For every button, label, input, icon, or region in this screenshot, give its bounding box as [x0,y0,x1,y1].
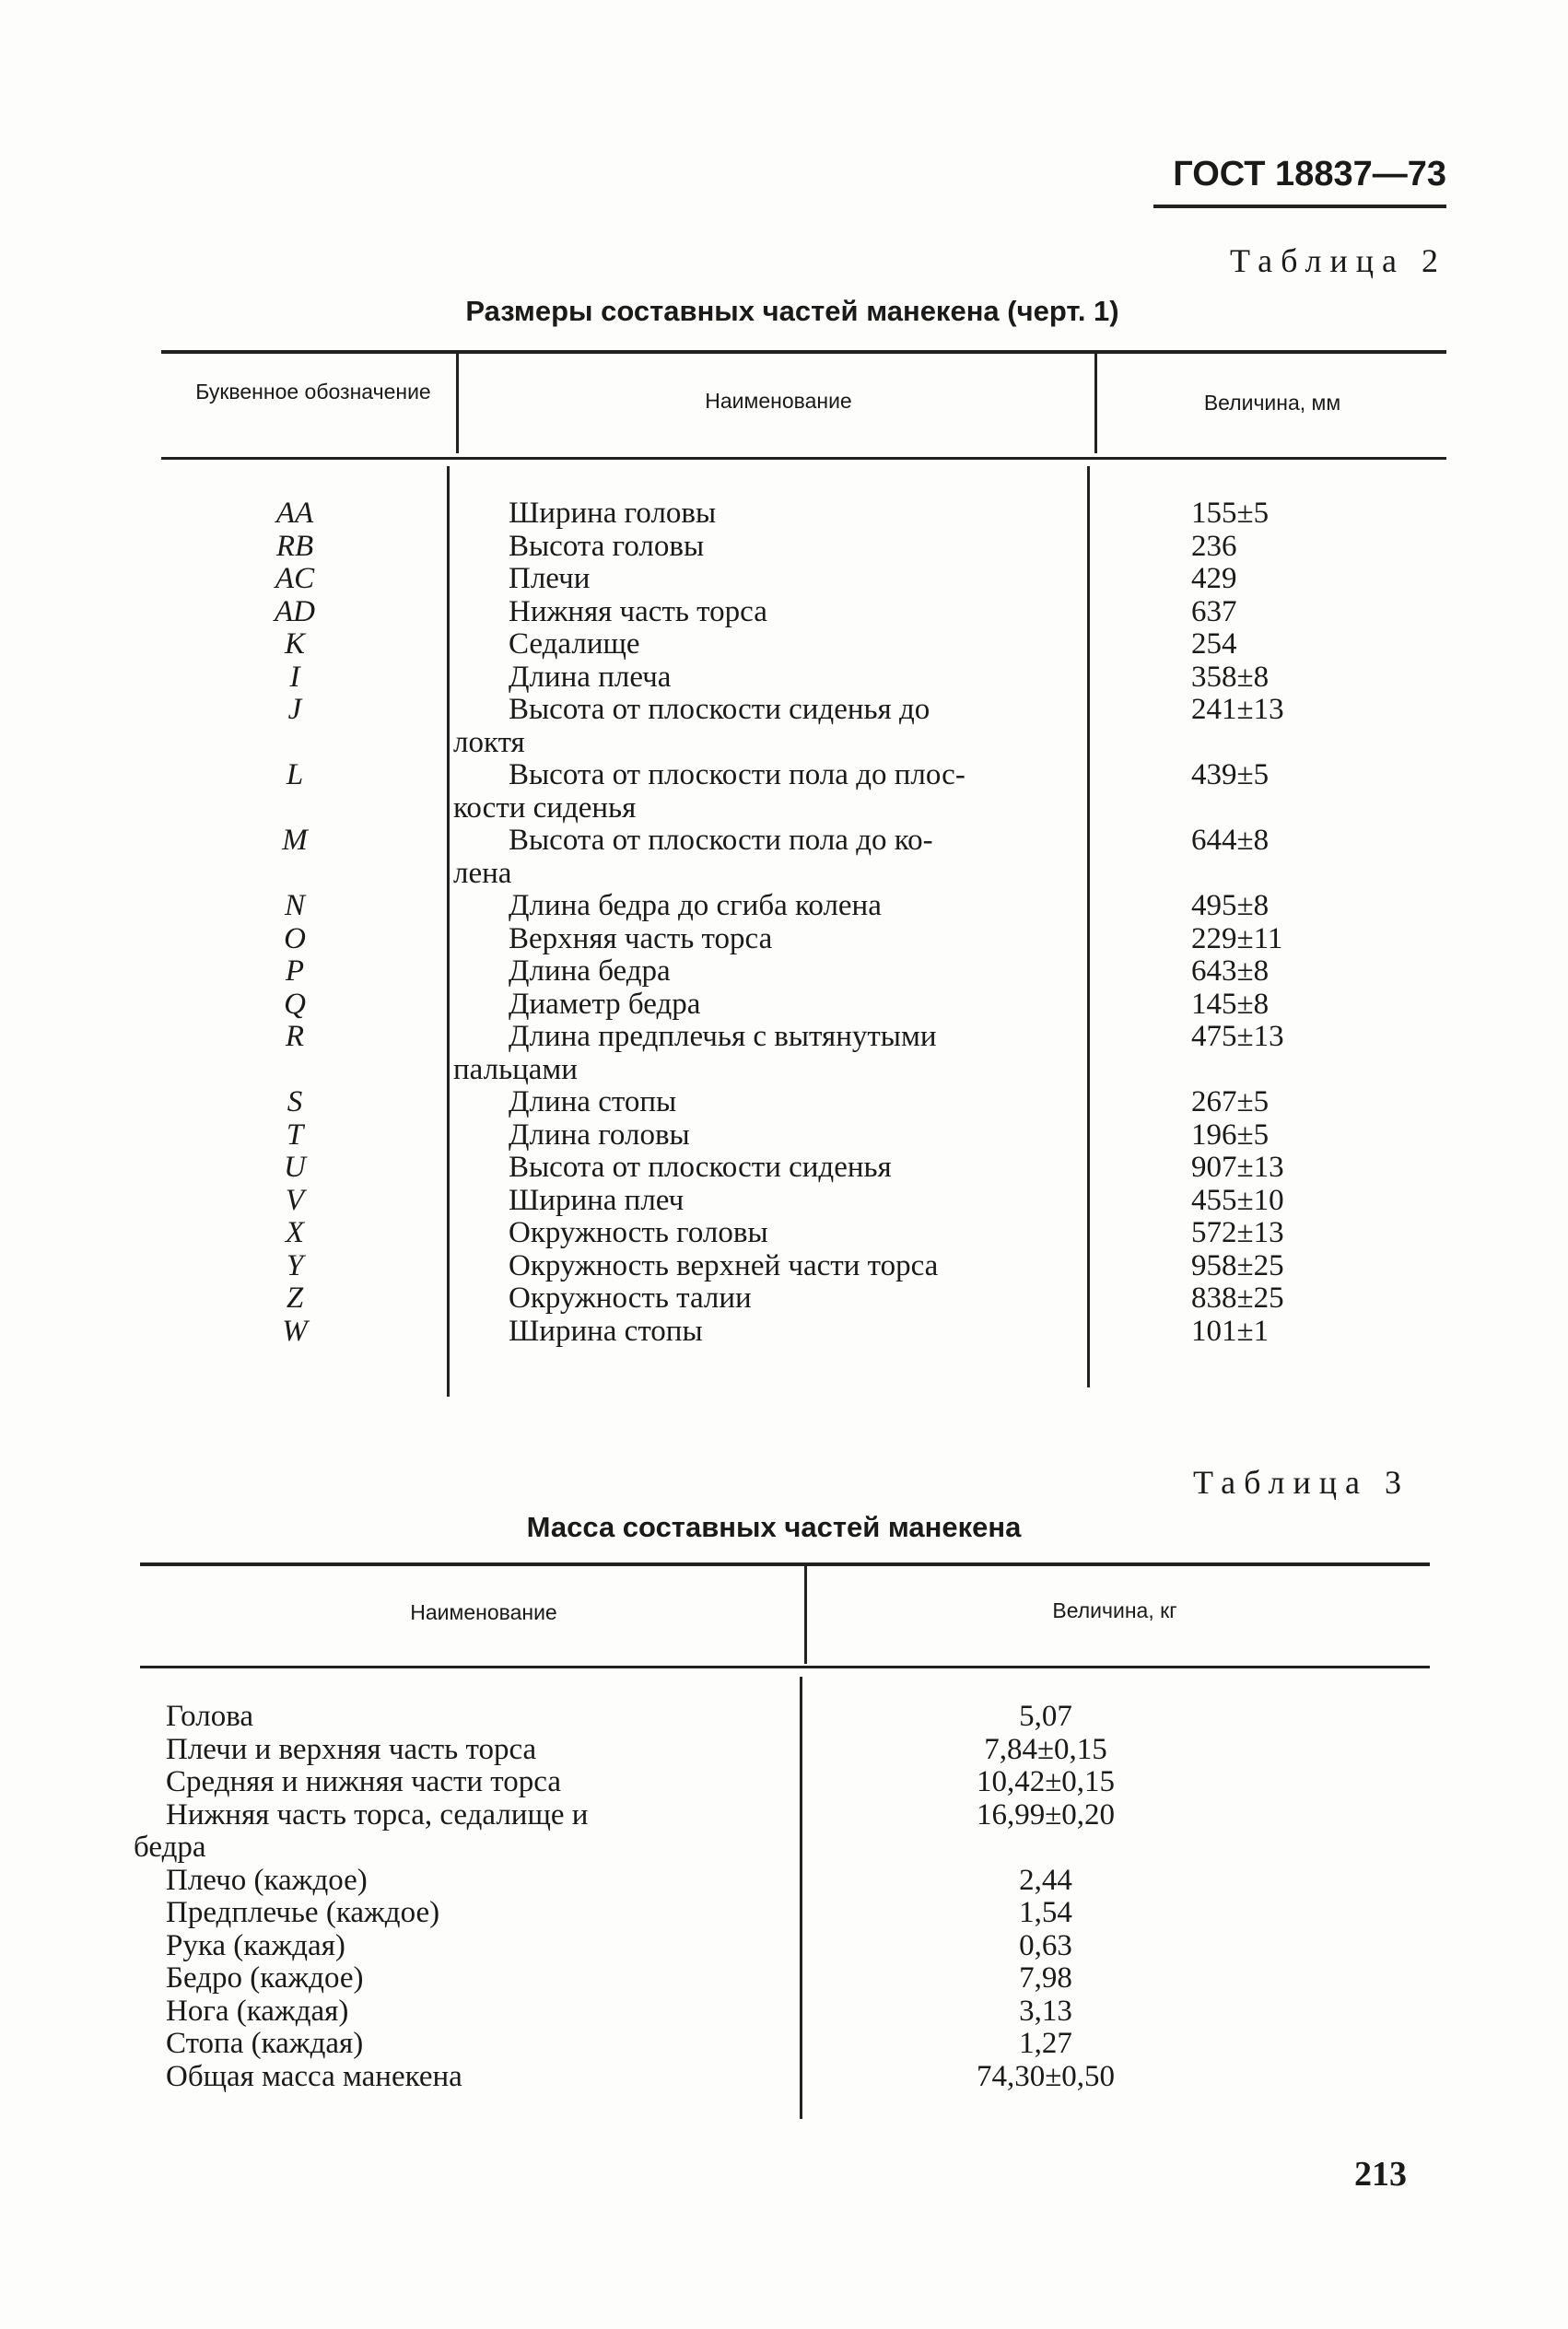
table2-row-name: Диаметр бедра [509,987,701,1021]
table2-row-name: Высота головы [509,529,705,563]
table2-row-name: Окружность головы [509,1216,768,1249]
table3-row-name: Общая масса манекена [166,2059,462,2093]
table2-row-value: 429 [1191,562,1237,595]
table2-row-value: 241±13 [1191,693,1284,726]
table2-row-value: 637 [1191,594,1237,628]
table2-row-code: P [285,954,305,988]
table2-row-code: U [284,1151,306,1184]
table3-row-name: Средняя и нижняя части торса [166,1765,561,1798]
table2-row-name-cont: пальцами [453,1052,578,1086]
table3-row-value: 0,63 [1019,1928,1072,1962]
table3-row-name-cont: бедра [134,1831,206,1864]
table2-row-name: Длина головы [509,1118,690,1152]
table2-row-value: 229±11 [1191,921,1283,955]
table2-row-name: Окружность талии [509,1282,752,1315]
table2-row-code: N [284,889,305,922]
table2-row-name: Высота от плоскости сиденья до [509,693,930,726]
table3-row-value: 16,99±0,20 [976,1797,1116,1832]
table2-row-code: O [284,921,306,955]
table2-row-name: Верхняя часть торса [509,921,773,955]
table2-row-name-cont: кости сиденья [453,790,637,825]
table2-row-code: L [286,758,304,791]
table3-row-value: 7,98 [1019,1961,1072,1995]
table2-row-name: Длина плеча [509,660,672,694]
table2-row-code: AC [275,562,315,595]
table3-row-value: 3,13 [1019,1994,1072,2028]
table2-row-code: AD [275,594,315,628]
table2-row-code: Y [286,1248,304,1282]
table2-row-value: 267±5 [1191,1085,1270,1118]
table2-row-name: Длина стопы [509,1085,677,1118]
table3-row-value: 7,84±0,15 [984,1732,1107,1766]
table3-row-name: Стопа (каждая) [166,2027,364,2060]
table2-row-code: W [282,1314,308,1348]
table2-row-value: 145±8 [1191,987,1270,1021]
table2-row-value: 101±1 [1191,1314,1270,1348]
table2-row-name: Длина предплечья с вытянутыми [509,1020,937,1053]
table2-row-code: K [284,627,305,661]
table2-col-code: Буквенное обозначение [195,380,431,404]
table2-row-name: Ширина плеч [509,1183,685,1217]
table2-row-code: S [287,1085,303,1118]
table2-row-code: AA [275,497,314,530]
table2-row-name: Седалище [509,627,640,661]
table2-row-name: Окружность верхней части торса [509,1248,939,1282]
table2-row-name: Нижняя часть торса [509,594,767,628]
table2-row-value: 838±25 [1191,1282,1284,1315]
table2-row-code: M [282,824,308,857]
table3-col-name: Наименование [410,1600,557,1624]
table3-row-name: Голова [166,1700,254,1733]
table2-row-code: RB [275,529,314,563]
table2-row-value: 196±5 [1191,1118,1270,1152]
table2-row-value: 644±8 [1191,824,1270,857]
table2-row-value: 475±13 [1191,1020,1284,1053]
table3-row-value: 1,27 [1019,2027,1072,2060]
table2-row-value: 572±13 [1191,1216,1284,1249]
table2-row-code: I [289,660,300,694]
table3-title: Масса составных частей манекена [526,1511,1022,1543]
table3-row-value: 1,54 [1019,1896,1072,1929]
table3-row-value: 2,44 [1019,1863,1072,1897]
table2-row-name: Ширина стопы [509,1314,703,1348]
table2-row-value: 907±13 [1191,1151,1284,1184]
table2-row-code: V [285,1183,305,1217]
table3-row-name: Нижняя часть торса, седалище и [166,1797,589,1832]
table2-row-name: Высота от плоскости сиденья [509,1151,892,1184]
table3-row-name: Плечи и верхняя часть торса [166,1732,537,1766]
table2-row-value: 155±5 [1191,497,1270,530]
table2-caption: Таблица 2 [1230,242,1446,279]
table2-row-code: X [285,1216,305,1249]
table2-row-code: J [287,693,302,726]
table2-title: Размеры составных частей манекена (черт. 1) [465,295,1119,327]
table2-row-code: R [285,1020,305,1053]
table3-row-name: Нога (каждая) [166,1994,349,2028]
table2-row-value: 643±8 [1191,954,1270,988]
table3-row-name: Бедро (каждое) [166,1961,364,1995]
table2-row-name: Ширина головы [509,497,717,530]
table3-row-value: 10,42±0,15 [976,1765,1116,1798]
table2-row-name: Длина бедра до сгиба колена [509,889,882,922]
table3-row-value: 74,30±0,50 [976,2059,1116,2093]
table2-row-name-cont: локтя [453,725,525,759]
table2-row-value: 358±8 [1191,660,1270,694]
table2-row-value: 439±5 [1191,758,1270,791]
table3-row-name: Предплечье (каждое) [166,1896,440,1929]
table2-row-value: 254 [1191,627,1237,661]
table3-row-value: 5,07 [1019,1700,1072,1733]
table2-col-value: Величина, мм [1203,391,1341,415]
table3-row-name: Плечо (каждое) [166,1863,368,1897]
table2-row-value: 455±10 [1191,1183,1284,1217]
table2-row-code: Z [286,1282,304,1315]
page-number: 213 [1354,2155,1407,2194]
table2-row-name: Высота от плоскости пола до ко- [509,824,933,857]
table2-row-name-cont: лена [453,856,512,890]
table3-caption: Таблица 3 [1193,1464,1410,1501]
table2-row-value: 236 [1191,529,1237,563]
table3-col-value: Величина, кг [1052,1598,1177,1622]
table2-row-value: 958±25 [1191,1248,1284,1282]
table2-row-name: Высота от плоскости пола до плос- [509,758,965,791]
table2-row-code: T [286,1118,304,1152]
table3-row-name: Рука (каждая) [166,1928,345,1962]
table2-row-name: Длина бедра [509,954,671,988]
table2-row-value: 495±8 [1191,889,1270,922]
table2-col-name: Наименование [705,389,852,413]
standard-number: ГОСТ 18837—73 [1173,155,1446,193]
table2-row-code: Q [284,987,306,1021]
table2-row-name: Плечи [509,562,591,595]
